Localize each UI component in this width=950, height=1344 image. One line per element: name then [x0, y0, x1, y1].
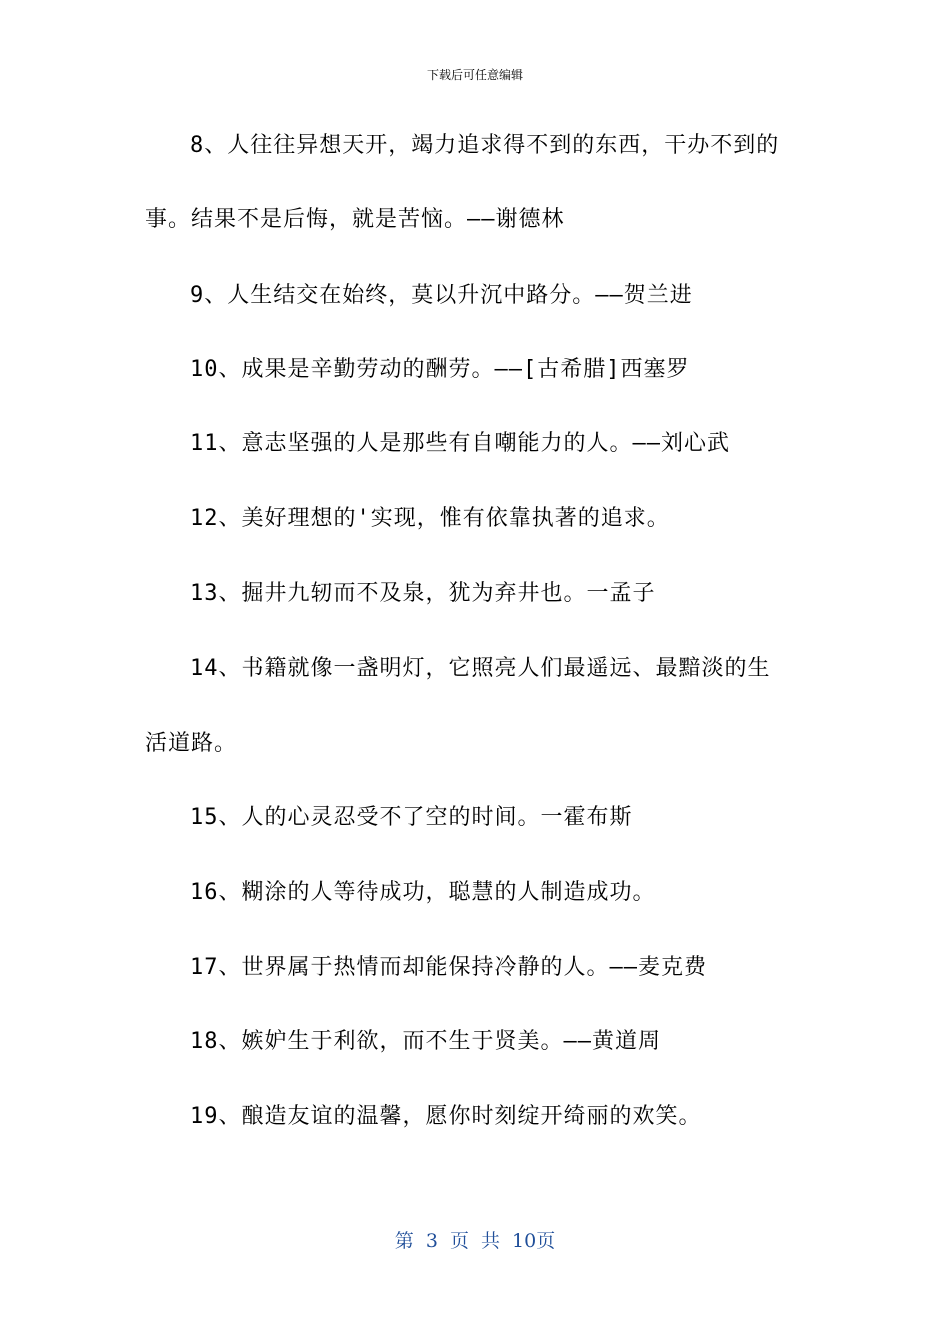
quote-line: 8、人往往异想天开，竭力追求得不到的东西，干办不到的	[190, 133, 780, 158]
quote-line: 18、嫉妒生于利欲，而不生于贤美。——黄道周	[190, 1029, 661, 1054]
quote-line: 12、美好理想的'实现，惟有依靠执著的追求。	[190, 506, 670, 531]
quote-line: 9、人生结交在始终，莫以升沉中路分。——贺兰进	[190, 283, 693, 308]
quote-line: 13、掘井九轫而不及泉，犹为弃井也。一孟子	[190, 581, 656, 606]
quote-line: 16、糊涂的人等待成功，聪慧的人制造成功。	[190, 880, 656, 905]
quote-line: 10、成果是辛勤劳动的酬劳。——[古希腊]西塞罗	[190, 357, 690, 382]
quote-line: 15、人的心灵忍受不了空的时间。一霍布斯	[190, 805, 633, 830]
quote-line: 14、书籍就像一盏明灯，它照亮人们最遥远、最黯淡的生	[190, 656, 771, 681]
quote-line: 19、酿造友谊的温馨，愿你时刻绽开绮丽的欢笑。	[190, 1104, 702, 1129]
quote-line: 17、世界属于热情而却能保持冷静的人。——麦克费	[190, 955, 707, 980]
page-footer: 第 3 页 共 10页	[394, 1230, 556, 1252]
page-header: 下载后可任意编辑	[426, 68, 523, 82]
quote-line: 活道路。	[145, 731, 238, 756]
quote-line: 事。结果不是后悔，就是苦恼。——谢德林	[145, 207, 565, 232]
quote-line: 11、意志坚强的人是那些有自嘲能力的人。——刘心武	[190, 431, 730, 456]
